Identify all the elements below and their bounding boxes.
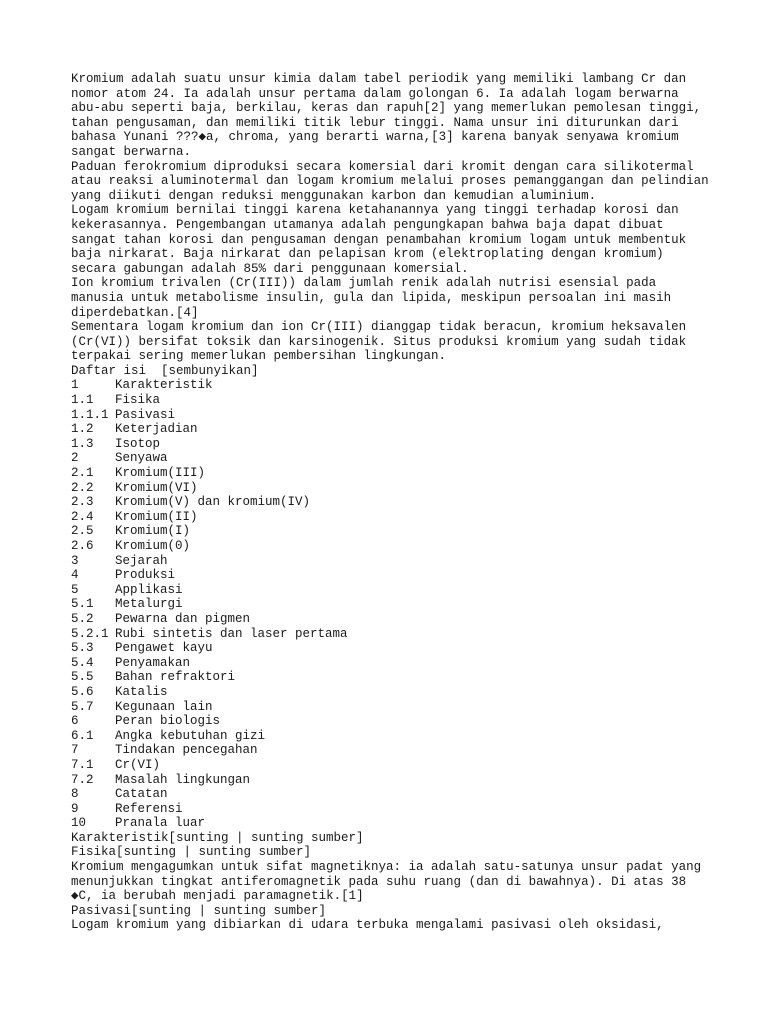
toc-item[interactable] — [71, 773, 711, 788]
toc-item-label[interactable]: Masalah lingkungan — [115, 772, 251, 787]
toc-item-label[interactable]: Pewarna dan pigmen — [115, 611, 251, 626]
toc-item[interactable] — [71, 481, 711, 496]
toc-item-label[interactable]: Tindakan pencegahan — [115, 743, 258, 758]
toc-item-number: 5.2.1 — [71, 626, 109, 641]
section-heading-fisika: Fisika[sunting | sunting sumber] — [71, 845, 312, 860]
toc-item-number: 6 — [71, 714, 79, 729]
toc-item-label[interactable]: Kromium(V) dan kromium(IV) — [115, 495, 311, 510]
section-heading-karakteristik: Karakteristik[sunting | sunting sumber] — [71, 830, 364, 845]
toc-item-label[interactable]: Kromium(II) — [115, 509, 198, 524]
toc-item-label[interactable]: Produksi — [115, 568, 176, 583]
toc-item-number: 1.1.1 — [71, 407, 109, 422]
toc-item[interactable] — [71, 729, 711, 744]
toc-item-number: 1.1 — [71, 393, 94, 408]
toc-item[interactable] — [71, 408, 711, 423]
toc-item-label[interactable]: Kromium(III) — [115, 466, 206, 481]
toc-item-number: 2.4 — [71, 509, 94, 524]
toc-item-label[interactable]: Kromium(0) — [115, 539, 191, 553]
toc-item-label[interactable]: Kromium(VI) — [115, 480, 198, 495]
toc-item-label[interactable]: Bahan refraktori — [115, 670, 236, 685]
toc-item-label[interactable]: Fisika — [115, 393, 161, 408]
toc-item-label[interactable]: Pranala luar — [115, 816, 206, 831]
toc-heading: Daftar isi [sembunyikan] — [71, 363, 259, 378]
toc-item[interactable] — [71, 378, 711, 393]
toc-item-number: 5.3 — [71, 641, 94, 656]
toc-item[interactable] — [71, 583, 711, 598]
toc-item-label[interactable]: Angka kebutuhan gizi — [115, 728, 266, 743]
toc-item[interactable] — [71, 787, 711, 802]
intro-paragraph-3: Logam kromium bernilai tinggi karena ketahanannya yang tinggi terhadap korosi dan kekerasannya. Pengembangan utamanya adalah pengungkapan bahwa baja dapat dibuat sangat tahan korosi dan pengusaman dengan penambahan kromium logam untuk membentuk baja nirkarat. Baja nirkarat dan pelapisan krom (elektroplating dengan kromium) secara gabungan adalah 85% dari penggunaan komersial. — [71, 203, 687, 276]
toc-item-label[interactable]: Kromium(I) — [115, 524, 191, 539]
toc-item-number: 8 — [71, 787, 79, 802]
pasivasi-paragraph: Logam kromium yang dibiarkan di udara terbuka mengalami pasivasi oleh oksidasi, — [71, 918, 664, 933]
intro-paragraph-4: Ion kromium trivalen (Cr(III)) dalam jumlah renik adalah nutrisi esensial pada manusia untuk metabolisme insulin, gula dan lipida, meskipun persoalan ini masih diperdebatkan.[4] — [71, 276, 672, 320]
toc-item[interactable] — [71, 685, 711, 700]
toc-item-label[interactable]: Kegunaan lain — [115, 699, 213, 714]
toc-item[interactable] — [71, 422, 711, 437]
toc-item[interactable] — [71, 714, 711, 729]
toc-item-label[interactable]: Pengawet kayu — [115, 641, 213, 656]
toc-item-label[interactable]: Pasivasi — [115, 407, 176, 422]
toc-item-number: 4 — [71, 568, 79, 583]
toc-item[interactable] — [71, 437, 711, 452]
toc-item-label[interactable]: Rubi sintetis dan laser pertama — [115, 626, 348, 641]
toc-item-number: 6.1 — [71, 728, 94, 743]
fisika-paragraph: Kromium mengagumkan untuk sifat magnetiknya: ia adalah satu-satunya unsur padat yang menunjukkan tingkat antiferomagnetik pada suhu ruang (dan di bawahnya). Di atas 38 ◆C, ia berubah menjadi paramagnetik.[1] — [71, 860, 702, 904]
toc-item[interactable] — [71, 743, 711, 758]
toc-item[interactable] — [71, 524, 711, 539]
toc-item[interactable] — [71, 627, 711, 642]
toc-item-number: 7.2 — [71, 772, 94, 787]
toc-item-label[interactable]: Penyamakan — [115, 655, 191, 670]
toc-item[interactable] — [71, 802, 711, 817]
toc-item[interactable] — [71, 670, 711, 685]
toc-item-label[interactable]: Katalis — [115, 684, 168, 699]
toc-item[interactable] — [71, 451, 711, 466]
toc-item-number: 2.1 — [71, 466, 94, 481]
section-heading-pasivasi: Pasivasi[sunting | sunting sumber] — [71, 903, 327, 918]
toc-item-number: 2.3 — [71, 495, 94, 510]
toc-item-number: 1 — [71, 378, 79, 393]
toc-item[interactable] — [71, 816, 711, 831]
document-body — [71, 72, 711, 933]
toc-item-label[interactable]: Catatan — [115, 787, 168, 802]
toc-item[interactable] — [71, 568, 711, 583]
toc-item-number: 9 — [71, 801, 79, 816]
toc-item[interactable] — [71, 510, 711, 525]
intro-paragraph-1: Kromium adalah suatu unsur kimia dalam tabel periodik yang memiliki lambang Cr dan nomor atom 24. Ia adalah unsur pertama dalam golongan 6. Ia adalah logam berwarna abu-abu seperti baja, berkilau, keras dan rapuh[2] yang memerlukan pemolesan tinggi, tahan pengusaman, dan memiliki titik lebur tinggi. Nama unsur ini diturunkan dari bahasa Yunani ???◆a, chroma, yang berarti warna,[3] karena banyak senyawa kromium sangat berwarna. — [71, 72, 702, 159]
toc-item[interactable] — [71, 641, 711, 656]
toc-item-label[interactable]: Applikasi — [115, 582, 183, 597]
toc-item-number: 5.2 — [71, 611, 94, 626]
toc-item-number: 2.6 — [71, 539, 94, 553]
toc-item-number: 5 — [71, 582, 79, 597]
toc-item-number: 3 — [71, 553, 79, 568]
toc-item[interactable] — [71, 612, 711, 627]
intro-paragraph-2: Paduan ferokromium diproduksi secara komersial dari kromit dengan cara silikotermal atau reaksi aluminotermal dan logam kromium melalui proses pemanggangan dan pelindian yang diikuti dengan reduksi menggunakan karbon dan kemudian aluminium. — [71, 159, 709, 203]
toc-item[interactable] — [71, 656, 711, 671]
toc-item-number: 2.2 — [71, 480, 94, 495]
toc-item[interactable] — [71, 554, 711, 569]
toc-item-label[interactable]: Peran biologis — [115, 714, 221, 729]
toc-item-label[interactable]: Cr(VI) — [115, 757, 161, 772]
toc-item[interactable] — [71, 758, 711, 773]
toc-item[interactable] — [71, 495, 711, 510]
toc-item-label[interactable]: Keterjadian — [115, 422, 198, 437]
toc-item-label[interactable]: Sejarah — [115, 553, 168, 568]
toc-item-label[interactable]: Isotop — [115, 436, 161, 451]
toc-item-label[interactable]: Senyawa — [115, 451, 168, 466]
toc-item-number: 1.3 — [71, 436, 94, 451]
toc-item[interactable] — [71, 700, 711, 715]
toc-item[interactable] — [71, 539, 711, 554]
toc-item-number: 2 — [71, 451, 79, 466]
toc-item-number: 1.2 — [71, 422, 94, 437]
toc-list — [71, 378, 711, 830]
toc-item-number: 5.6 — [71, 684, 94, 699]
toc-item-number: 10 — [71, 816, 87, 831]
toc-item-number: 5.4 — [71, 655, 94, 670]
toc-item-number: 5.5 — [71, 670, 94, 685]
toc-item-label[interactable]: Metalurgi — [115, 597, 183, 612]
toc-item-label[interactable]: Karakteristik — [115, 378, 213, 393]
toc-item-number: 5.1 — [71, 597, 94, 612]
toc-item[interactable] — [71, 393, 711, 408]
intro-paragraph-5: Sementara logam kromium dan ion Cr(III) dianggap tidak beracun, kromium heksavalen (Cr(VI)) bersifat toksik dan karsinogenik. Situs produksi kromium yang sudah tidak terpakai sering memerlukan pembersihan lingkungan. — [71, 320, 687, 364]
toc-item-number: 2.5 — [71, 524, 94, 539]
toc-item-number: 7 — [71, 743, 79, 758]
toc-item[interactable] — [71, 597, 711, 612]
toc-item-number: 7.1 — [71, 757, 94, 772]
toc-item[interactable] — [71, 466, 711, 481]
toc-item-label[interactable]: Referensi — [115, 801, 183, 816]
toc-item-number: 5.7 — [71, 699, 94, 714]
